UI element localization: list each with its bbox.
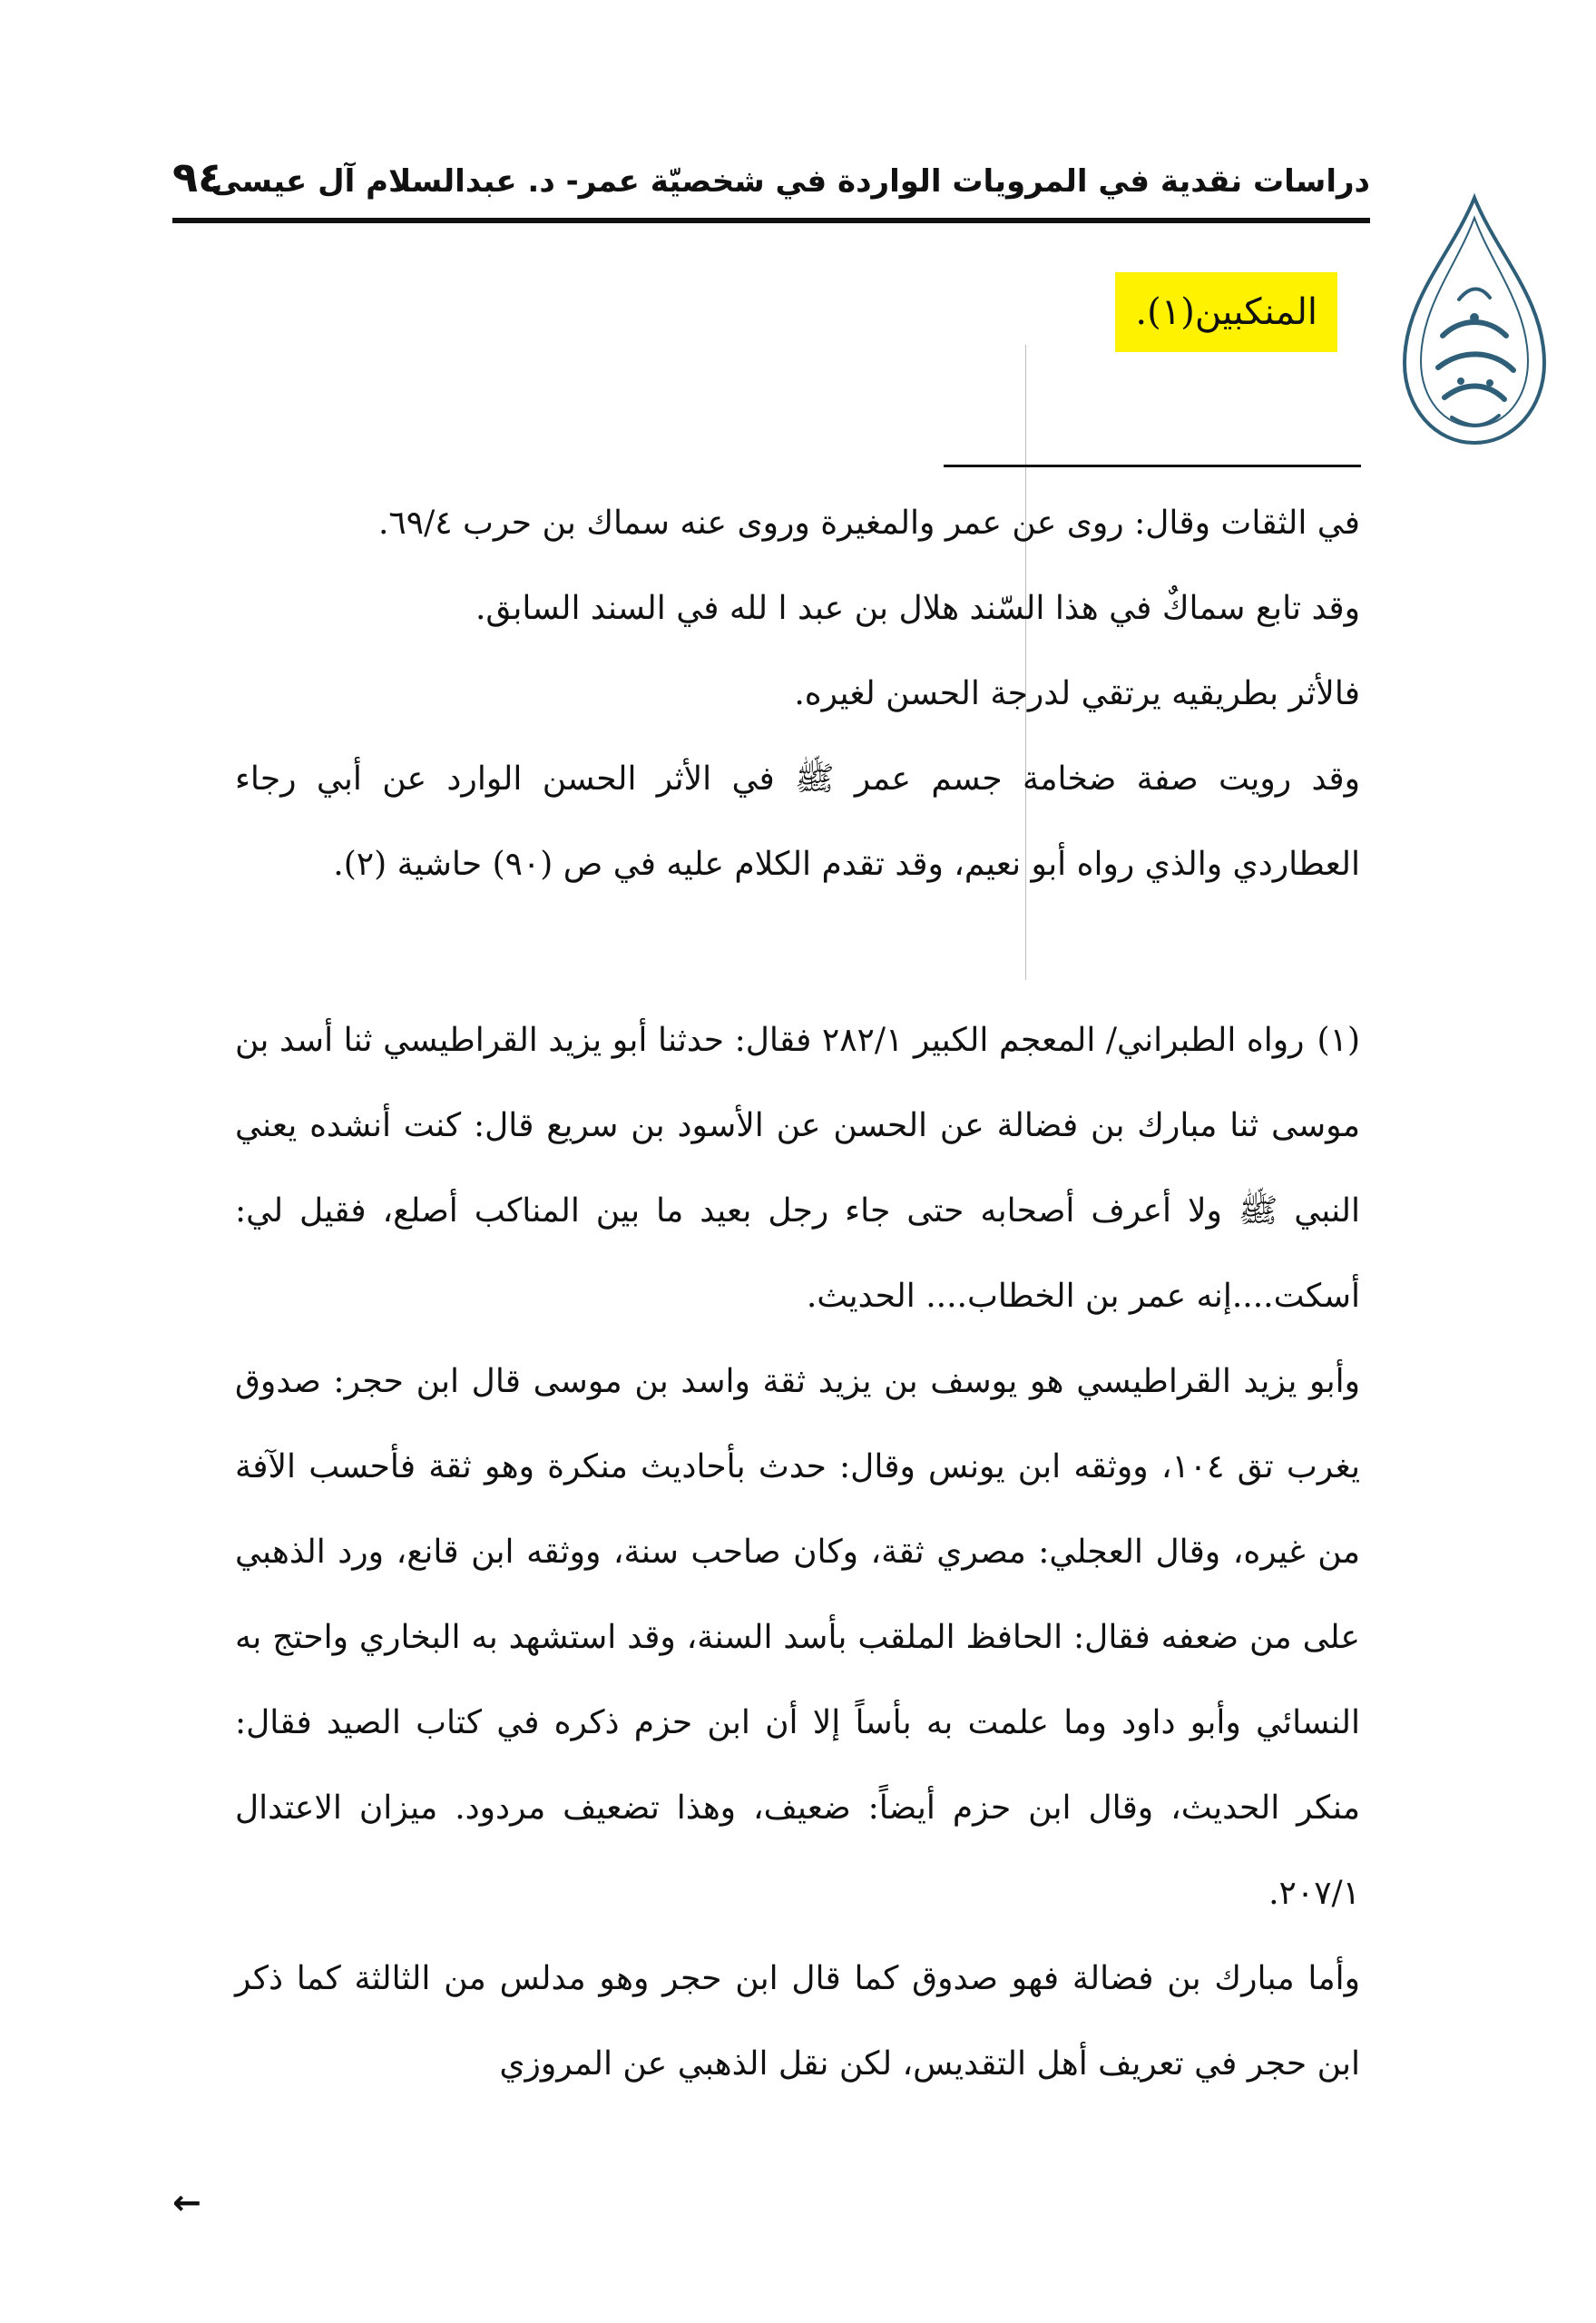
- footnote-1: [235, 998, 1360, 1339]
- page-number: ٩٤: [172, 152, 224, 201]
- calligraphy-logo: [1388, 191, 1561, 454]
- body-line-2: وقد تابع سماكٌ في هذا السّند هلال بن عبد ا لله في السند السابق.: [475, 590, 1360, 627]
- footnotes: [235, 998, 1360, 2107]
- footnote-paragraph-1: رواه الطبراني/ المعجم الكبير ٢٨٢/١ فقال: حدثنا أبو يزيد القراطيسي ثنا أسد بن موسى ثنا مبارك بن فضالة عن الحسن عن الأسود بن سريع قال: كنت أنشده يعني النبي ﷺ ولا أعرف أصحابه حتى جاء رجل بعيد ما بين المناكب أصلع، فقيل لي: أسكت....إنه عمر بن الخطاب.... الحديث.: [235, 1022, 1360, 1315]
- page-header: [172, 145, 1370, 223]
- teardrop-logo-icon: [1388, 191, 1561, 454]
- main-text: [235, 481, 1360, 907]
- footnote-separator: [944, 465, 1361, 467]
- footnote-paragraph-2: وأبو يزيد القراطيسي هو يوسف بن يزيد ثقة واسد بن موسى قال ابن حجر: صدوق يغرب تق ١٠٤، ووثقه ابن يونس وقال: حدث بأحاديث منكرة وهو ثقة فأحسب الآفة من غيره، وقال العجلي: مصري ثقة، وكان صاحب سنة، ووثقه ابن قانع، ورد الذهبي على من ضعفه فقال: الحافظ الملقب بأسد السنة، وقد استشهد به البخاري واحتج به النسائي وأبو داود وما علمت به بأساً إلا أن ابن حزم ذكره في كتاب الصيد فقال: منكر الحديث، وقال ابن حزم أيضاً: ضعيف، وهذا تضعيف مردود. ميزان الاعتدال ٢٠٧/١.: [235, 1363, 1360, 1912]
- body-line-3: فالأثر بطريقيه يرتقي لدرجة الحسن لغيره.: [794, 675, 1360, 712]
- continue-arrow-icon: ←: [172, 2182, 201, 2222]
- body-line-4: وقد رويت صفة ضخامة جسم عمر ﷺ في الأثر الحسن الوارد عن أبي رجاء العطاردي والذي رواه أبو نعيم، وقد تقدم الكلام عليه في ص (٩٠) حاشية (٢).: [235, 760, 1360, 883]
- footnote-marker: (١): [1317, 1022, 1360, 1059]
- body-line-1: في الثقات وقال: روى عن عمر والمغيرة وروى عنه سماك بن حرب ٦٩/٤.: [377, 505, 1360, 542]
- header-title: دراسات نقدية في المرويات الواردة في شخصيّة عمر- د. عبدالسلام آل عيسى: [211, 163, 1370, 200]
- footnote-paragraph-3: وأما مبارك بن فضالة فهو صدوق كما قال ابن حجر وهو مدلس من الثالثة كما ذكر ابن حجر في تعريف أهل التقديس، لكن نقل الذهبي عن المروزي: [235, 1960, 1360, 2083]
- highlighted-word: المنكبين(١).: [1115, 272, 1337, 352]
